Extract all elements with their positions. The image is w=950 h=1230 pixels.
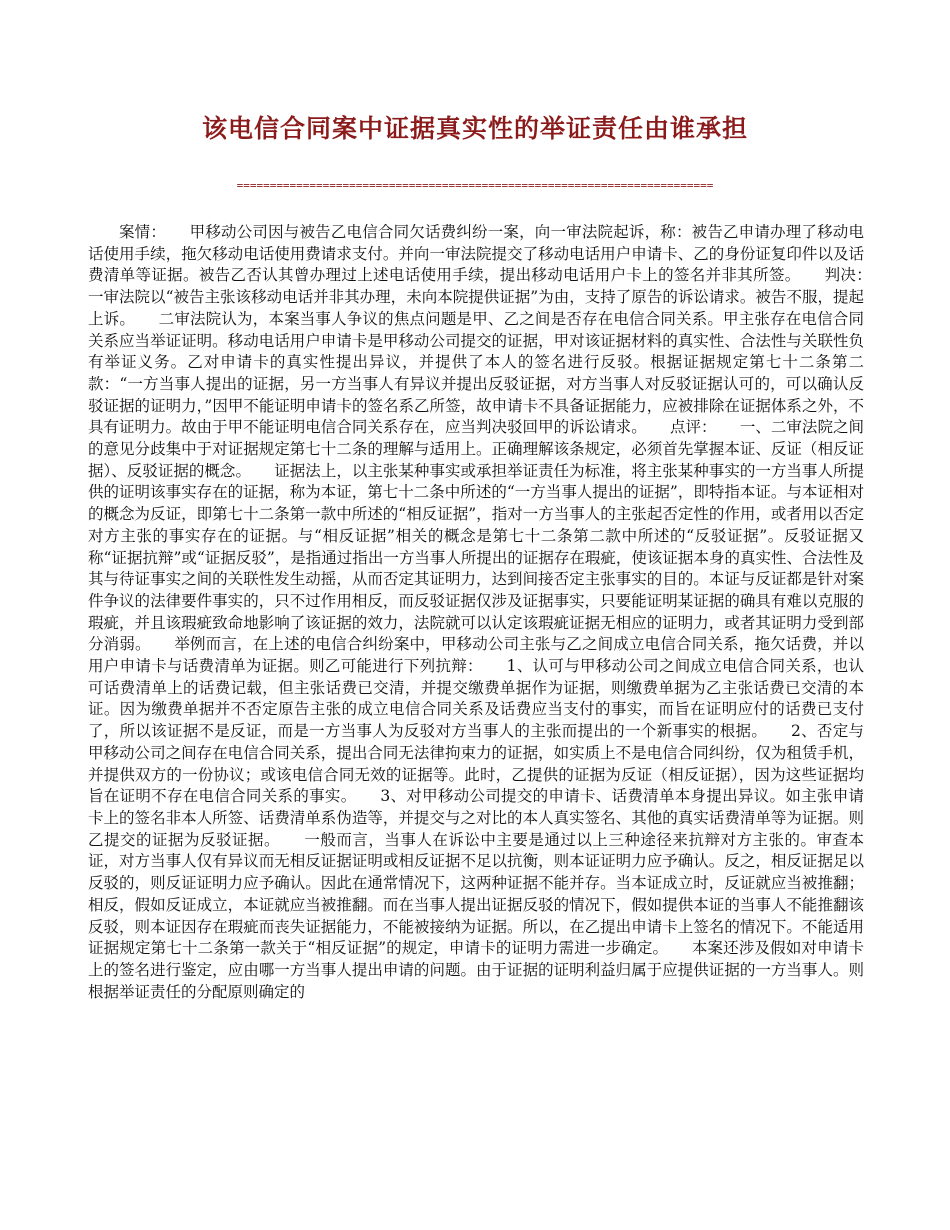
document-body: 案情： 甲移动公司因与被告乙电信合同欠话费纠纷一案，向一审法院起诉，称：被告乙申请办理了移动电话使用手续，拖欠移动电话使用费请求支付。并向一审法院提交了移动电话用户申请卡、乙的身份证复印件以及话费清单等证据。被告乙否认其曾办理过上述电话使用手续，提出移动电话用户卡上的签名并非其所签。 判决： 一审法院以“被告主张该移动电话并非其办理，未向本院提供证据”为由，支持了原告的诉讼请求。被告不服，提起上诉。 二审法院认为，本案当事人争议的焦点问题是甲、乙之间是否存在电信合同关系。甲主张存在电信合同关系应当举证证明。移动电话用户申请卡是甲移动公司提交的证据，甲对该证据材料的真实性、合法性与关联性负有举证义务。乙对申请卡的真实性提出异议，并提供了本人的签名进行反驳。根据证据规定第七十二条第二款：“一方当事人提出的证据，另一方当事人有异议并提出反驳证据，对方当事人对反驳证据认可的，可以确认反驳证据的证明力，”因甲不能证明申请卡的签名系乙所签，故申请卡不具备证据能力，应被排除在证据体系之外，不具有证明力。故由于甲不能证明电信合同关系存在，应当判决驳回甲的诉讼请求。 点评： 一、二审法院之间的意见分歧集中于对证据规定第七十二条的理解与适用上。正确理解该条规定，必须首先掌握本证、反证（相反证据）、反驳证据的概念。 证据法上，以主张某种事实或承担举证责任为标准，将主张某种事实的一方当事人所提供的证明该事实存在的证据，称为本证，第七十二条中所述的“一方当事人提出的证据”，即特指本证。与本证相对的概念为反证，即第七十二条第一款中所述的“相反证据”，指对一方当事人的主张起否定性的作用，或者用以否定对方主张的事实存在的证据。与“相反证据”相关的概念是第七十二条第二款中所述的“反驳证据”。反驳证据又称“证据抗辩”或“证据反驳”，是指通过指出一方当事人所提出的证据存在瑕疵，使该证据本身的真实性、合法性及其与待证事实之间的关联性发生动摇，从而否定其证明力，达到间接否定主张事实的目的。本证与反证都是针对案件争议的法律要件事实的，只不过作用相反，而反驳证据仅涉及证据事实，只要能证明某证据的确具有难以克服的瑕疵，并且该瑕疵致命地影响了该证据的效力，法院就可以认定该瑕疵证据无相应的证明力，或者其证明力受到部分消弱。 举例而言，在上述的电信合纠纷案中，甲移动公司主张与乙之间成立电信合同关系，拖欠话费，并以用户申请卡与话费清单为证据。则乙可能进行下列抗辩： 1、认可与甲移动公司之间成立电信合同关系，也认可话费清单上的话费记载，但主张话费已交清，并提交缴费单据作为证据，则缴费单据为乙主张话费已交清的本证。因为缴费单据并不否定原告主张的成立电信合同关系及话费应当支付的事实，而旨在证明应付的话费已支付了，所以该证据不是反证，而是一方当事人为反驳对方当事人的主张而提出的一个新事实的根据。 2、否定与甲移动公司之间存在电信合同关系，提出合同无法律拘束力的证据，如实质上不是电信合同纠纷，仅为租赁手机，并提供双方的一份协议；或该电信合同无效的证据等。此时，乙提供的证据为反证（相反证据），因为这些证据均旨在证明不存在电信合同关系的事实。 3、对甲移动公司提交的申请卡、话费清单本身提出异议。如主张申请卡上的签名非本人所签、话费清单系伪造等，并提交与之对比的本人真实签名、其他的真实话费清单等为证据。则乙提交的证据为反驳证据。 一般而言，当事人在诉讼中主要是通过以上三种途径来抗辩对方主张的。审查本证，对方当事人仅有异议而无相反证据证明或相反证据不足以抗衡，则本证证明力应予确认。反之，相反证据足以反驳的，则反证证明力应予确认。因此在通常情况下，这两种证据不能并存。当本证成立时，反证就应当被推翻；相反，假如反证成立，本证就应当被推翻。而在当事人提出证据反驳的情况下，假如提供本证的当事人不能推翻该反驳，则本证因存在瑕疵而丧失证据能力，不能被接纳为证据。所以，在乙提出申请卡上签名的情况下。不能适用证据规定第七十二条第一款关于“相反证据”的规定，申请卡的证明力需进一步确定。 本案还涉及假如对申请卡上的签名进行鉴定，应由哪一方当事人提出申请的问题。由于证据的证明利益归属于应提供证据的一方当事人。则根据举证责任的分配原则确定的 (88, 223, 896, 1001)
title-divider: ======================================================================== (236, 179, 714, 192)
document-title: 该电信合同案中证据真实性的举证责任由谁承担 (201, 114, 748, 143)
